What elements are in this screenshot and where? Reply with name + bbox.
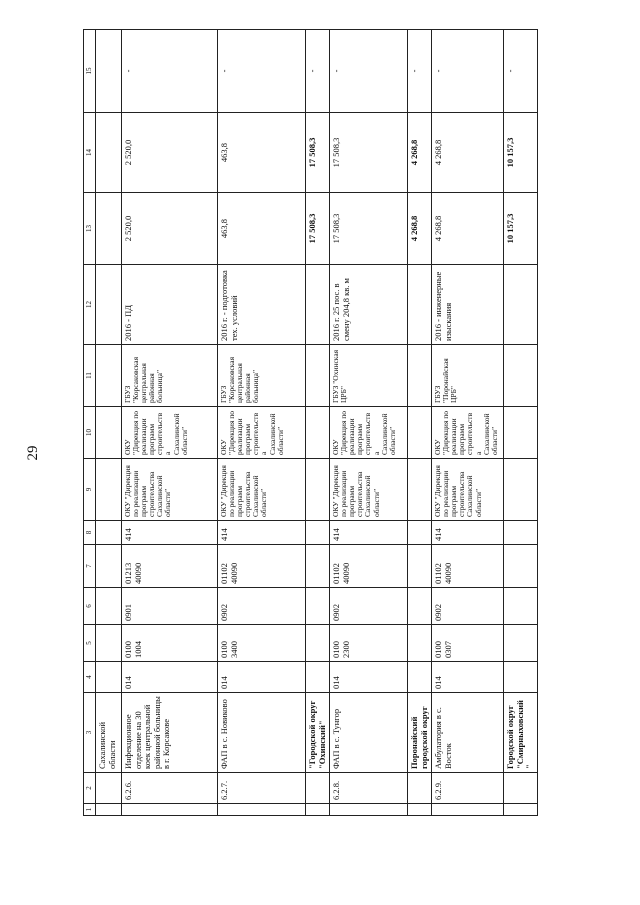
cell-c12: 2016 - инженерные изыскания [432,265,504,345]
item-number: 6.2.6. [122,773,218,804]
region-cell: Городской округ "Смирныховский" [504,693,538,773]
cell-c4: 014 [432,662,504,693]
cell-c14: 10 157,3 [504,113,538,193]
cell-c7: 01102 40090 [330,545,408,588]
item-number: 6.2.9. [432,773,504,804]
object-name: ФАП в с. Тунгор [330,693,408,773]
cell-c15: - [218,30,306,113]
cell-c10: ОКУ "Дирекция по реализации программ строительства Сахалинской области" [122,407,218,459]
header-cell: 5 [84,625,96,662]
table-row [122,30,218,816]
header-cell: 9 [84,459,96,521]
header-cell: 6 [84,588,96,625]
region-cell: Поронайский городской округ [408,693,432,773]
cell-c5: 0100 2300 [330,625,408,662]
cell-c13: 4 268,8 [408,193,432,265]
cell-c9: ОКУ "Дирекция по реализации программ строительства Сахалинской области" [218,459,306,521]
cell-c7: 01102 40090 [218,545,306,588]
cell-c6: 0902 [218,588,306,625]
cell-c10: ОКУ "Дирекция по реализации программ строительства Сахалинской области" [218,407,306,459]
region-cell: Сахалинской области [96,693,122,773]
cell-c14: 17 508,3 [330,113,408,193]
cell-c11: ГБУЗ "Корсаковская центральная районная больница" [218,345,306,407]
cell-c12: 2016 г. - подготовка тех. условий [218,265,306,345]
cell-c14: 17 508,3 [306,113,330,193]
cell-c13: 4 268,8 [432,193,504,265]
cell-c9: ОКУ "Дирекция по реализации программ строительства Сахалинской области" [330,459,408,521]
cell-c15: - [122,30,218,113]
cell-c13: 17 508,3 [330,193,408,265]
cell-c10: ОКУ "Дирекция по реализации программ строительства Сахалинской области" [432,407,504,459]
cell-c8: 414 [432,521,504,545]
cell-c15: - [432,30,504,113]
cell-c5: 0100 0307 [432,625,504,662]
cell-c8: 414 [330,521,408,545]
cell-c14: 2 520,0 [122,113,218,193]
cell-c15: - [408,30,432,113]
cell-c4: 014 [218,662,306,693]
table-row [504,30,538,816]
cell-c15: - [306,30,330,113]
item-number: 6.2.7. [218,773,306,804]
cell-c13: 17 508,3 [306,193,330,265]
header-cell: 3 [84,693,96,773]
cell-c10: ОКУ "Дирекция по реализации программ строительства Сахалинской области" [330,407,408,459]
header-cell: 10 [84,407,96,459]
item-number: 6.2.8. [330,773,408,804]
page-number: 29 [25,445,41,461]
cell-c13: 10 157,3 [504,193,538,265]
header-cell: 11 [84,345,96,407]
cell-c6: 0902 [432,588,504,625]
header-cell: 13 [84,193,96,265]
object-name: Инфекционное отделение на 30 коек центральной районной больницы в г. Корсакове [122,693,218,773]
program-table [83,29,538,816]
cell-c4: 014 [330,662,408,693]
table-row [218,30,306,816]
header-row [84,30,96,816]
object-name: Амбулатория в с. Восток [432,693,504,773]
header-cell: 7 [84,545,96,588]
cell-c4: 014 [122,662,218,693]
cell-c11: ГБУЗ "Охинская ЦРБ" [330,345,408,407]
cell-c9: ОКУ "Дирекция по реализации программ строительства Сахалинской области" [122,459,218,521]
header-cell: 15 [84,30,96,113]
table-frame [83,30,535,816]
cell-c6: 0901 [122,588,218,625]
region-cell: "Городской округ "Охинский" [306,693,330,773]
cell-c7: 01213 40090 [122,545,218,588]
cell-c5: 0100 3400 [218,625,306,662]
header-cell: 4 [84,662,96,693]
table-row [96,30,122,816]
cell-c14: 463,8 [218,113,306,193]
cell-c8: 414 [218,521,306,545]
object-name: ФАП в с. Новиково [218,693,306,773]
table-row [432,30,504,816]
cell-c12: 2016 - ПД [122,265,218,345]
cell-c6: 0902 [330,588,408,625]
cell-c14: 4 268,8 [432,113,504,193]
header-cell: 8 [84,521,96,545]
cell-c8: 414 [122,521,218,545]
cell-c7: 01102 40090 [432,545,504,588]
cell-c14: 4 268,8 [408,113,432,193]
cell-c9: ОКУ "Дирекция по реализации программ строительства Сахалинской области" [432,459,504,521]
header-cell: 12 [84,265,96,345]
table-row [330,30,408,816]
table-row [306,30,330,816]
cell-c15: - [504,30,538,113]
table-row [408,30,432,816]
header-cell: 1 [84,804,96,816]
cell-c12: 2016 г. 25 пос. в смену 204,8 кв. м [330,265,408,345]
cell-c13: 463,8 [218,193,306,265]
cell-c5: 0100 1004 [122,625,218,662]
cell-c15: - [330,30,408,113]
cell-c11: ГБУЗ "Корсаковская центральная районная больница" [122,345,218,407]
cell-c11: ГБУЗ "Поронайская ЦРБ" [432,345,504,407]
header-cell: 2 [84,773,96,804]
cell-c13: 2 520,0 [122,193,218,265]
header-cell: 14 [84,113,96,193]
